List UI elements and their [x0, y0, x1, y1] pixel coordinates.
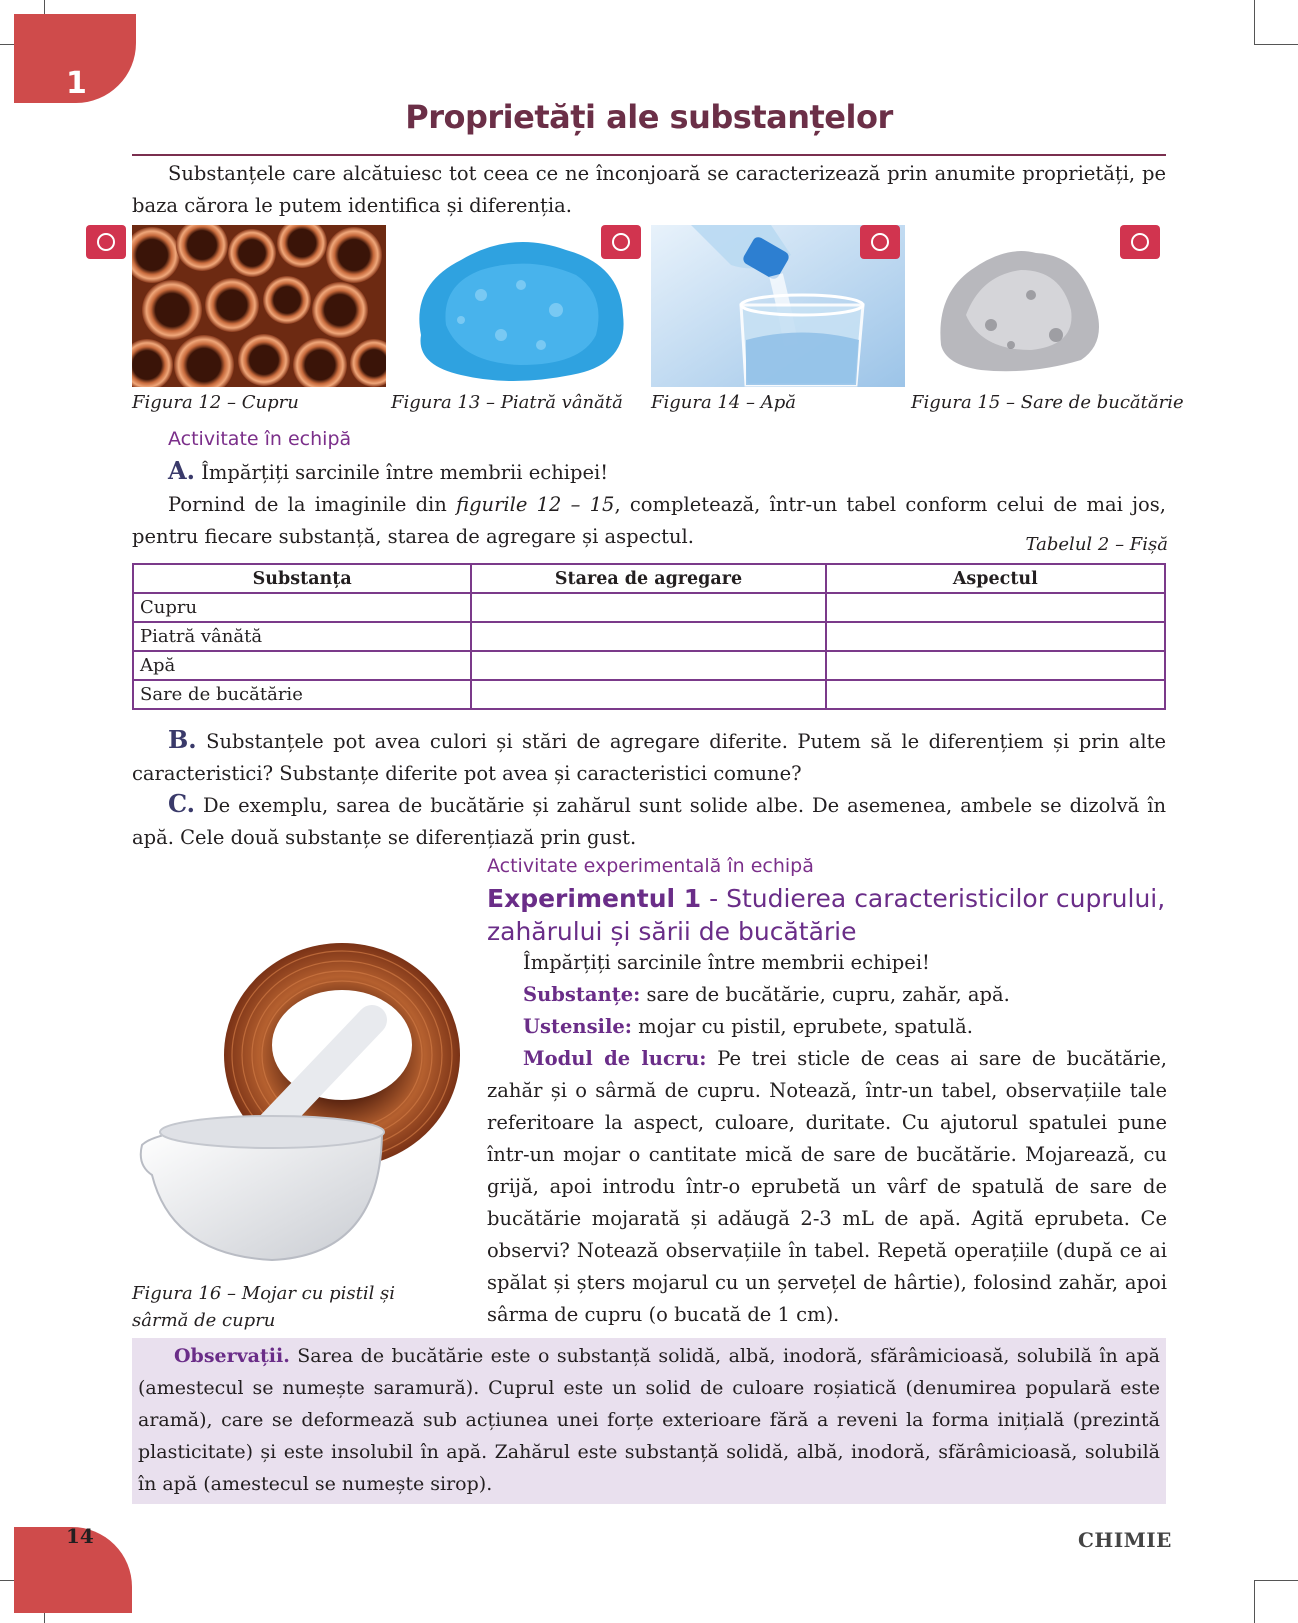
crop-mark [1254, 1580, 1298, 1581]
table-cell-empty[interactable] [471, 651, 825, 680]
figure-caption: Figura 16 – Mojar cu pistil și sârmă de cupru [132, 1283, 396, 1331]
experiment-title-text: - Studierea caracteristicilor cuprului, zahărului și sării de bucătărie [487, 884, 1166, 946]
table-cell-empty[interactable] [471, 680, 825, 709]
camera-icon[interactable] [601, 225, 641, 259]
intro-paragraph: Substanțele care alcătuiesc tot ceea ce ne înconjoară se caracterizează prin anumite proprietăți, pe baza cărora le putem identifica și diferenția. [132, 162, 1166, 217]
activity-heading: Activitate în echipă [168, 428, 352, 450]
figure-caption: Figura 12 – Cupru [132, 392, 299, 413]
experiment-title [487, 882, 1167, 948]
table-cell-substance: Apă [133, 651, 471, 680]
method-label: Modul de lucru: [523, 1047, 707, 1070]
activity-a-text: Împărțiți sarcinile între membrii echipei! [201, 461, 609, 484]
activity-c-text: De exemplu, sarea de bucătărie și zahărul sunt solide albe. De asemenea, ambele se dizolvă în apă. Cele două substanțe se diferențiază prin gust. [132, 794, 1167, 849]
crop-mark [1254, 0, 1255, 44]
observations-paragraph [138, 1340, 1160, 1500]
figure-copper-image [132, 225, 386, 387]
experiment-tools [487, 1011, 1167, 1043]
page-title: Proprietăți ale substanțelor [405, 98, 893, 136]
table-caption: Tabelul 2 – Fișă [1025, 534, 1168, 555]
experiment-substances [487, 979, 1167, 1011]
table-header: Starea de agregare [471, 564, 825, 593]
crop-mark [1254, 1580, 1255, 1623]
figure-caption: Figura 15 – Sare de bucătărie [911, 392, 1184, 413]
table-header: Aspectul [826, 564, 1165, 593]
table-cell-empty[interactable] [826, 651, 1165, 680]
worksheet-table [132, 563, 1166, 710]
page-number: 14 [66, 1524, 94, 1548]
tools-label: Ustensile: [523, 1015, 632, 1038]
crop-mark [1254, 44, 1298, 45]
experiment-task: Împărțiți sarcinile între membrii echipei! [523, 951, 930, 974]
camera-icon[interactable] [860, 225, 900, 259]
chapter-number: 1 [66, 66, 87, 101]
item-letter: C. [168, 789, 196, 818]
activity-c [132, 788, 1166, 854]
substances-label: Substanțe: [523, 983, 641, 1006]
figure-caption: Figura 13 – Piatră vânătă [391, 392, 623, 413]
title-divider [132, 154, 1166, 156]
instruction-figure-ref: figurile 12 – 15 [456, 493, 615, 516]
experiment-method [487, 1043, 1167, 1331]
figure-mortar-copper-image [132, 925, 460, 1277]
table-cell-empty[interactable] [826, 680, 1165, 709]
table-row [133, 593, 1165, 622]
activity-a [168, 455, 1166, 489]
table-header-row [133, 564, 1165, 593]
instruction-text: Pornind de la imaginile din [168, 493, 457, 516]
observations-label: Observații. [174, 1345, 290, 1367]
experiment-activity-heading: Activitate experimentală în echipă [487, 855, 814, 877]
activity-instruction [132, 489, 1166, 553]
table-row [133, 651, 1165, 680]
table-cell-substance: Sare de bucătărie [133, 680, 471, 709]
activity-b-text: Substanțele pot avea culori și stări de agregare diferite. Putem să le diferențiem și prin alte caracteristici? Substanțe diferite pot avea și caracteristici comune? [132, 730, 1167, 785]
camera-icon[interactable] [1120, 225, 1160, 259]
instruction-text: , completează, într-un tabel conform celui de mai jos, pentru fiecare substanță, starea de agregare și aspectul. [132, 493, 1167, 548]
subject-label: CHIMIE [1078, 1528, 1172, 1552]
observations-text: Sarea de bucătărie este o substanță solidă, albă, inodoră, sfărâmicioasă, solubilă în apă (amestecul se numește saramură). Cuprul este un solid de culoare roșiatică (denumirea populară este aramă), care se deformează sub acțiunea unei forțe exterioare fără a reveni la forma inițială (prezintă plasticitate) și este insolubil în apă. Zahărul este substanță solidă, albă, inodoră, sfărâmicioasă, solubilă în apă (amestecul se numește sirop). [138, 1345, 1160, 1495]
table-cell-empty[interactable] [471, 593, 825, 622]
table-row [133, 680, 1165, 709]
table-cell-empty[interactable] [471, 622, 825, 651]
method-text: Pe trei sticle de ceas ai sare de bucătărie, zahăr și o sârmă de cupru. Notează, într-un tabel, observațiile tale referitoare la aspect, culoare, duritate. Cu ajutorul spatulei pune într-un mojar o cantitate mică de sare de bucătărie. Mojarează, cu grijă, apoi introdu într-o eprubetă un vârf de spatulă de sare de bucătărie mojarată și adăugă 2-3 mL de apă. Agită eprubeta. Ce observi? Notează observațiile în tabel. Repetă operațiile (după ce ai spălat și șters mojarul cu un șervețel de hârtie), folosind zahăr, apoi sârma de cupru (o bucată de 1 cm). [487, 1047, 1167, 1326]
table-row [133, 622, 1165, 651]
camera-icon[interactable] [86, 225, 126, 259]
table-cell-empty[interactable] [826, 593, 1165, 622]
substances-text: sare de bucătărie, cupru, zahăr, apă. [640, 983, 1010, 1006]
item-letter: A. [168, 456, 195, 485]
item-letter: B. [168, 725, 197, 754]
table-header: Substanța [133, 564, 471, 593]
experiment-number: Experimentul 1 [487, 884, 702, 913]
table-cell-substance: Cupru [133, 593, 471, 622]
tools-text: mojar cu pistil, eprubete, spatulă. [631, 1015, 973, 1038]
table-cell-empty[interactable] [826, 622, 1165, 651]
activity-b [132, 724, 1166, 790]
table-cell-substance: Piatră vânătă [133, 622, 471, 651]
figure-caption: Figura 14 – Apă [651, 392, 797, 413]
